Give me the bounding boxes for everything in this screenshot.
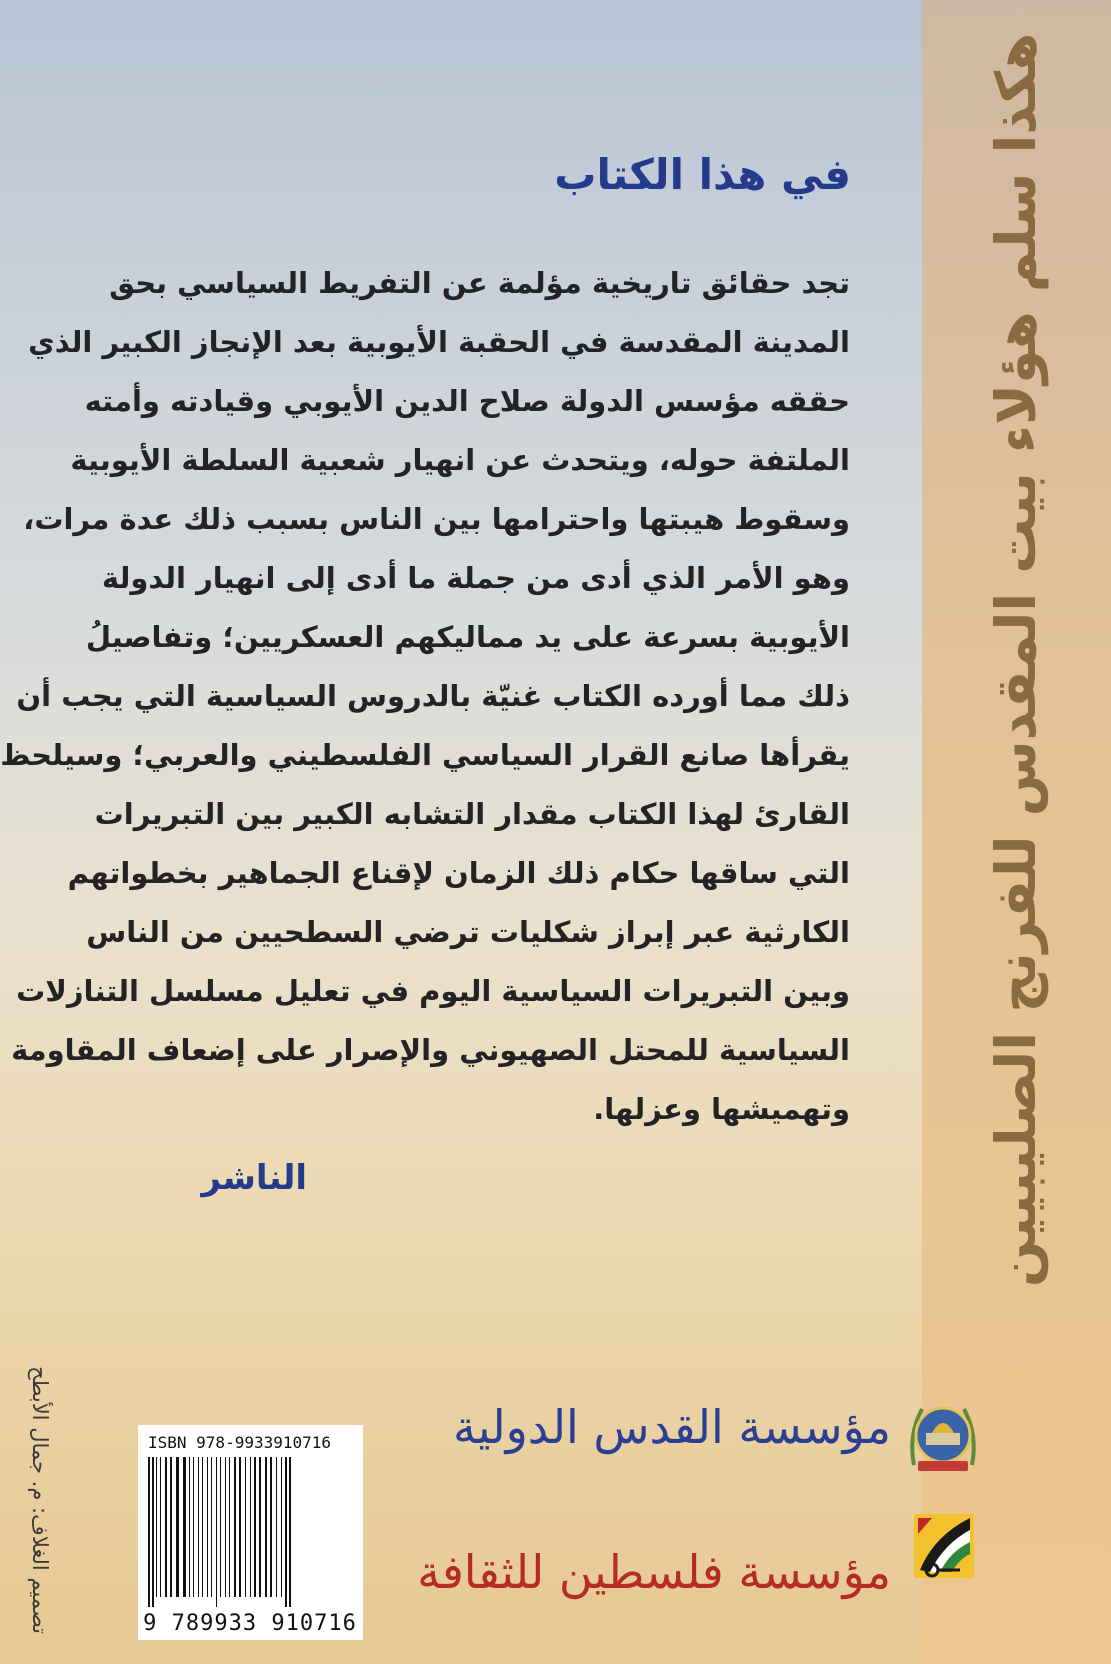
barcode-bar: [170, 1457, 172, 1597]
barcode-bar: [289, 1457, 291, 1607]
barcode-bars: [146, 1457, 356, 1607]
barcode-bar: [216, 1457, 217, 1607]
isbn-label: ISBN 978-9933910716: [148, 1433, 332, 1452]
barcode-bar: [193, 1457, 194, 1597]
blurb-line: يقرأها صانع القرار السياسي الفلسطيني والعربي؛ وسيلحظ: [0, 738, 850, 772]
barcode-bar: [229, 1457, 230, 1597]
barcode-bar: [245, 1457, 246, 1597]
barcode-bar: [239, 1457, 241, 1597]
barcode-bar: [202, 1457, 203, 1597]
blurb-line: تجد حقائق تاريخية مؤلمة عن التفريط السياسي بحق: [109, 266, 850, 300]
barcode-bar: [270, 1457, 272, 1597]
barcode-bar: [211, 1457, 212, 1597]
barcode-bar: [160, 1457, 161, 1597]
section-heading: في هذا الكتاب: [554, 150, 851, 199]
blurb-line: المدينة المقدسة في الحقبة الأيوبية بعد الإنجاز الكبير الذي: [28, 325, 850, 359]
publisher-signature: الناشر: [201, 1158, 307, 1198]
blurb-line: حققه مؤسس الدولة صلاح الدين الأيوبي وقيادته وأمته: [84, 384, 850, 418]
blurb-line: الكارثية عبر إبراز شكليات ترضي السطحيين من الناس: [86, 915, 850, 949]
barcode-bar: [234, 1457, 236, 1597]
blurb-line: الأيوبية بسرعة على يد مماليكهم العسكريين؛ وتفاصيلُ: [85, 620, 850, 654]
barcode-bar: [259, 1457, 261, 1597]
isbn-barcode: [138, 1425, 363, 1640]
cover-designer-credit: تصميم الغلاف: م. جمال الأبطح: [28, 1366, 52, 1634]
barcode-bar: [276, 1457, 277, 1597]
blurb-line: ذلك مما أورده الكتاب غنيّة بالدروس السياسية التي يجب أن: [16, 679, 850, 713]
publisher-name-palestine-culture: مؤسسة فلسطين للثقافة: [417, 1545, 891, 1599]
barcode-bar: [265, 1457, 267, 1597]
barcode-bar: [281, 1457, 282, 1597]
barcode-bar: [148, 1457, 150, 1607]
barcode-bar: [176, 1457, 179, 1597]
barcode-bar: [250, 1457, 251, 1597]
barcode-bar: [156, 1457, 157, 1597]
barcode-bar: [198, 1457, 199, 1597]
blurb-line: وتهميشها وعزلها.: [593, 1092, 850, 1126]
blurb-line: الملتفة حوله، ويتحدث عن انهيار شعبية السلطة الأيوبية: [70, 443, 850, 477]
barcode-bar: [189, 1457, 190, 1597]
publisher-name-al-quds: مؤسسة القدس الدولية: [453, 1400, 891, 1454]
blurb-line: القارئ لهذا الكتاب مقدار التشابه الكبير بين التبريرات: [94, 797, 850, 831]
barcode-bar: [220, 1457, 221, 1597]
barcode-bar: [254, 1457, 256, 1597]
barcode-bar: [207, 1457, 208, 1597]
barcode-digits: 9 789933 910716: [143, 1611, 357, 1636]
palestine-culture-logo: [914, 1510, 978, 1582]
spine-title: هكذا سلم هؤلاء بيت المقدس للفرنج الصليبيين: [984, 32, 1048, 1288]
blurb-line: التي ساقها حكام ذلك الزمان لإقناع الجماهير بخطواتهم: [67, 856, 850, 890]
blurb-paragraph: [0, 254, 850, 1139]
barcode-bar: [225, 1457, 226, 1597]
blurb-line: وهو الأمر الذي أدى من جملة ما أدى إلى انهيار الدولة: [101, 561, 850, 595]
blurb-line: وسقوط هيبتها واحترامها بين الناس بسبب ذلك عدة مرات،: [23, 502, 850, 536]
barcode-bar: [285, 1457, 287, 1607]
barcode-bar: [152, 1457, 154, 1607]
blurb-line: وبين التبريرات السياسية اليوم في تعليل مسلسل التنازلات: [16, 974, 850, 1008]
barcode-bar: [183, 1457, 186, 1597]
barcode-bar: [165, 1457, 167, 1597]
al-quds-institution-logo: [904, 1395, 982, 1479]
blurb-line: السياسية للمحتل الصهيوني والإصرار على إضعاف المقاومة: [11, 1033, 850, 1067]
